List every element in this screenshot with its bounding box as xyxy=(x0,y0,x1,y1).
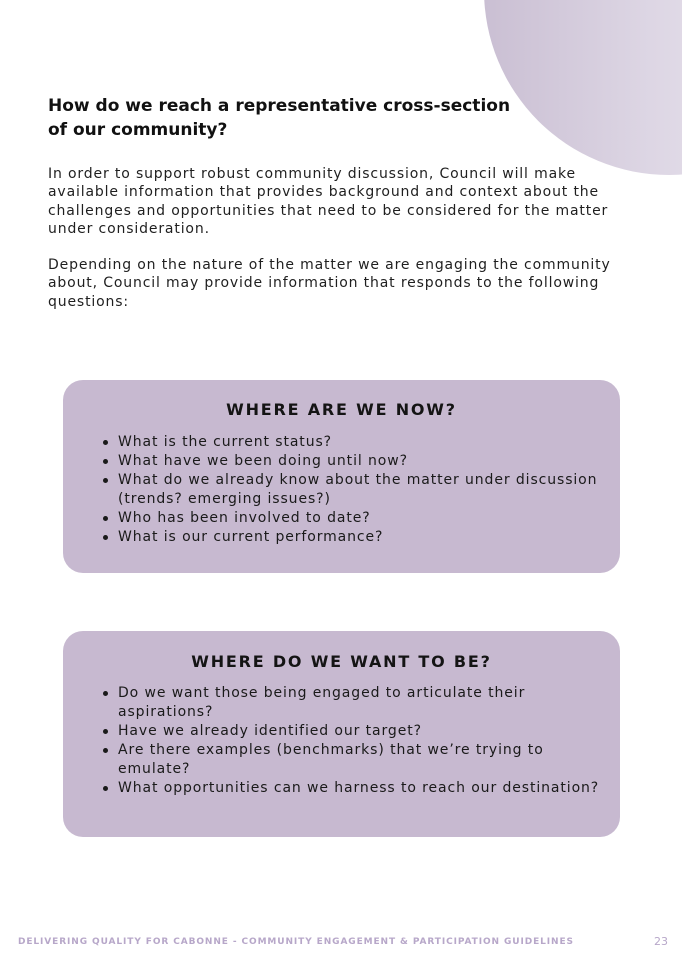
question-item: Do we want those being engaged to articulate their aspirations? xyxy=(118,684,600,722)
footer-document-title: DELIVERING QUALITY FOR CABONNE - COMMUNITY ENGAGEMENT & PARTICIPATION GUIDELINES xyxy=(18,937,574,947)
decorative-corner-circle xyxy=(484,0,682,175)
questions-intro-paragraph: Depending on the nature of the matter we are engaging the community about, Council may provide information that responds to the following questions: xyxy=(48,257,611,310)
question-item: What is our current performance? xyxy=(118,528,600,547)
question-item: What have we been doing until now? xyxy=(118,452,600,471)
section-heading: How do we reach a representative cross-section of our community? xyxy=(48,96,511,140)
where-are-we-now-box xyxy=(63,380,620,573)
box-title: WHERE DO WE WANT TO BE? xyxy=(191,652,492,671)
box-title: WHERE ARE WE NOW? xyxy=(226,400,457,419)
question-item: What is the current status? xyxy=(118,433,600,452)
question-item: Are there examples (benchmarks) that we’re trying to emulate? xyxy=(118,741,600,779)
question-item: What opportunities can we harness to reach our destination? xyxy=(118,780,600,796)
question-item: Who has been involved to date? xyxy=(118,509,600,528)
question-list xyxy=(63,684,620,798)
question-item: What do we already know about the matter under discussion (trends? emerging issues?) xyxy=(118,471,600,509)
page-number: 23 xyxy=(654,935,668,948)
intro-paragraph: In order to support robust community discussion, Council will make available information that provides background and context about the challenges and opportunities that need to be considered for the matter under consideration. xyxy=(48,166,609,237)
where-do-we-want-to-be-box xyxy=(63,631,620,837)
question-list xyxy=(63,433,620,547)
question-item: Have we already identified our target? xyxy=(118,722,600,741)
